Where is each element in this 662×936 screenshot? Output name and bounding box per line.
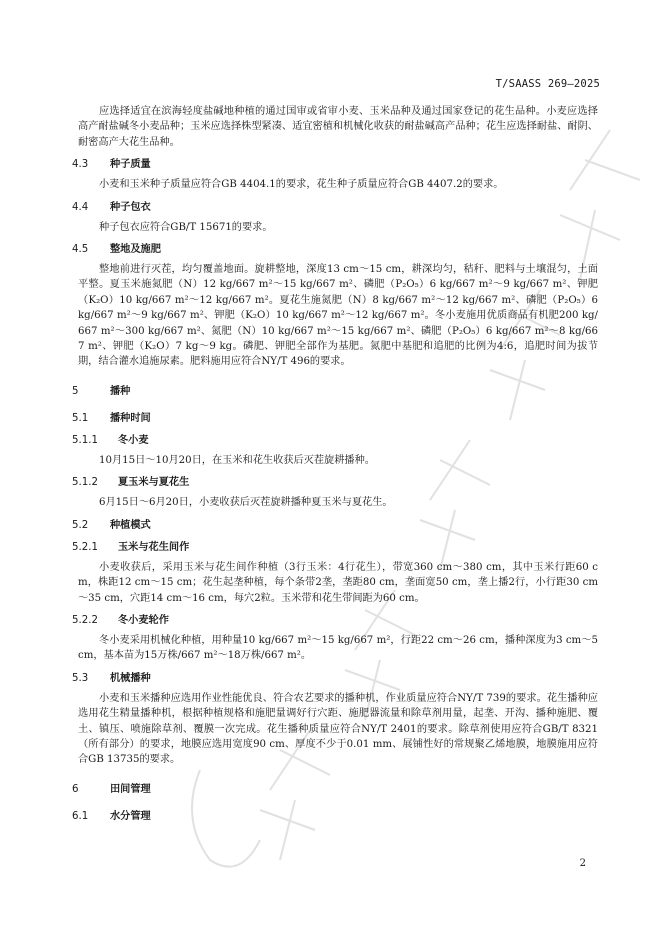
paragraph: 应选择适宜在滨海轻度盐碱地种植的通过国审或省审小麦、玉米品种及通过国家登记的花生品种。小麦应选择高产耐盐碱冬小麦品种；玉米应选择株型紧凑、适宜密植和机械化收获的耐盐碱高产品种；花生应选择耐盐、耐阴、耐密高产大花生品种。 (78, 106, 598, 148)
section-title: 种子包衣 (110, 201, 151, 213)
section-heading (72, 157, 598, 172)
section-number: 5.2.1 (72, 541, 98, 553)
section-number: 5.1.2 (72, 477, 98, 489)
page-number: 2 (579, 858, 586, 869)
section-heading (72, 384, 598, 399)
section-title: 整地及施肥 (110, 244, 161, 256)
section-number: 5.3 (72, 672, 89, 684)
paragraph: 10月15日～10月20日，在玉米和花生收获后灭茬旋耕播种。 (99, 454, 375, 466)
section-title: 播种时间 (110, 412, 151, 424)
section-heading (72, 433, 598, 448)
section-title: 机械播种 (110, 672, 151, 684)
paragraph: 种子包衣应符合GB/T 15671的要求。 (99, 221, 273, 233)
section-heading (72, 242, 598, 257)
section-title: 冬小麦 (118, 434, 149, 446)
section-heading (72, 540, 598, 555)
section-heading (72, 518, 598, 533)
section-number: 5.2 (72, 519, 89, 531)
section-title: 田间管理 (110, 783, 151, 795)
section-title: 种植模式 (110, 519, 151, 531)
section-number: 6 (72, 783, 79, 795)
paragraph: 小麦和玉米播种应选用作业性能优良、符合农艺要求的播种机，作业质量应符合NY/T 739的要求。花生播种应选用花生精量播种机，根据种植规格和施肥量调好行穴距、施肥器流量和除草剂用量，起垄、开沟、播种施肥、覆土、镇压、喷施除草剂、覆膜一次完成。花生播种质量应符合NY/T 2401的要求。除草剂使用应符合GB/T 8321（所有部分）的要求，地膜应选用宽度90 cm、厚度不少于0.01 mm、展铺性好的常规聚乙烯地膜，地膜施用应符合GB 13735的要求。 (78, 692, 598, 766)
paragraph: 整地前进行灭茬，均匀覆盖地面。旋耕整地，深度13 cm～15 cm，耕深均匀，秸秆、肥料与土壤混匀，土面平整。夏玉米施氮肥（N）12 kg/667 m²～15 kg/667 m²、磷肥（P₂O₅）6 kg/667 m²～9 kg/667 m²、钾肥（K₂O）10 kg/667 m²～12 kg/667 m²。夏花生施氮肥（N）8 kg/667 m²～12 kg/667 m²、磷肥（P₂O₅）6 kg/667 m²～9 kg/667 m²、钾肥（K₂O）10 kg/667 m²～12 kg/667 m²。冬小麦施用优质商品有机肥200 kg/667 m²～300 kg/667 m²、氮肥（N）10 kg/667 m²～15 kg/667 m²、磷肥（P₂O₅）6 kg/667 m²～8 kg/667 m²、钾肥（K₂O）7 kg～9 kg。磷肥、钾肥全部作为基肥。氮肥中基肥和追肥的比例为4:6，追肥时间为拔节期，结合灌水追施尿素。肥料施用应符合NY/T 496的要求。 (78, 264, 598, 368)
section-heading (72, 613, 598, 628)
section-number: 4.4 (72, 201, 89, 213)
section-title: 玉米与花生间作 (118, 541, 190, 553)
section-heading (72, 200, 598, 215)
section-number: 4.5 (72, 244, 89, 256)
section-heading (72, 782, 598, 797)
section-number: 5.1 (72, 412, 89, 424)
section-title: 夏玉米与夏花生 (118, 477, 190, 489)
paragraph: 小麦收获后，采用玉米与花生间作种植（3行玉米：4行花生），带宽360 cm～380 cm，其中玉米行距60 cm，株距12 cm～15 cm；花生起垄种植，每个条带2垄，垄距80 cm，垄面宽50 cm，垄上播2行，小行距30 cm～35 cm，穴距14 cm～16 cm，每穴2粒。玉米带和花生带间距为60 cm。 (78, 561, 598, 604)
section-number: 6.1 (72, 810, 89, 822)
standard-code: T/SAASS 269—2025 (495, 78, 600, 90)
section-heading (72, 475, 598, 490)
section-title: 水分管理 (110, 810, 151, 822)
paragraph: 小麦和玉米种子质量应符合GB 4404.1的要求，花生种子质量应符合GB 4407.2的要求。 (99, 179, 504, 191)
section-title: 种子质量 (110, 159, 151, 171)
section-number: 5 (72, 385, 79, 397)
paragraph: 6月15日～6月20日，小麦收获后灭茬旋耕播种夏玉米与夏花生。 (99, 497, 393, 509)
section-number: 5.1.1 (72, 434, 98, 446)
section-heading (72, 411, 598, 426)
section-heading (72, 671, 598, 686)
section-number: 4.3 (72, 159, 89, 171)
section-title: 冬小麦轮作 (118, 614, 169, 626)
paragraph: 冬小麦采用机械化种植，用种量10 kg/667 m²～15 kg/667 m²，行距22 cm～26 cm，播种深度为3 cm～5 cm，基本苗为15万株/667 m²～18万株/667 m²。 (78, 634, 598, 662)
section-title: 播种 (110, 385, 131, 397)
section-number: 5.2.2 (72, 614, 98, 626)
document-body (72, 104, 598, 829)
section-heading (72, 809, 598, 824)
